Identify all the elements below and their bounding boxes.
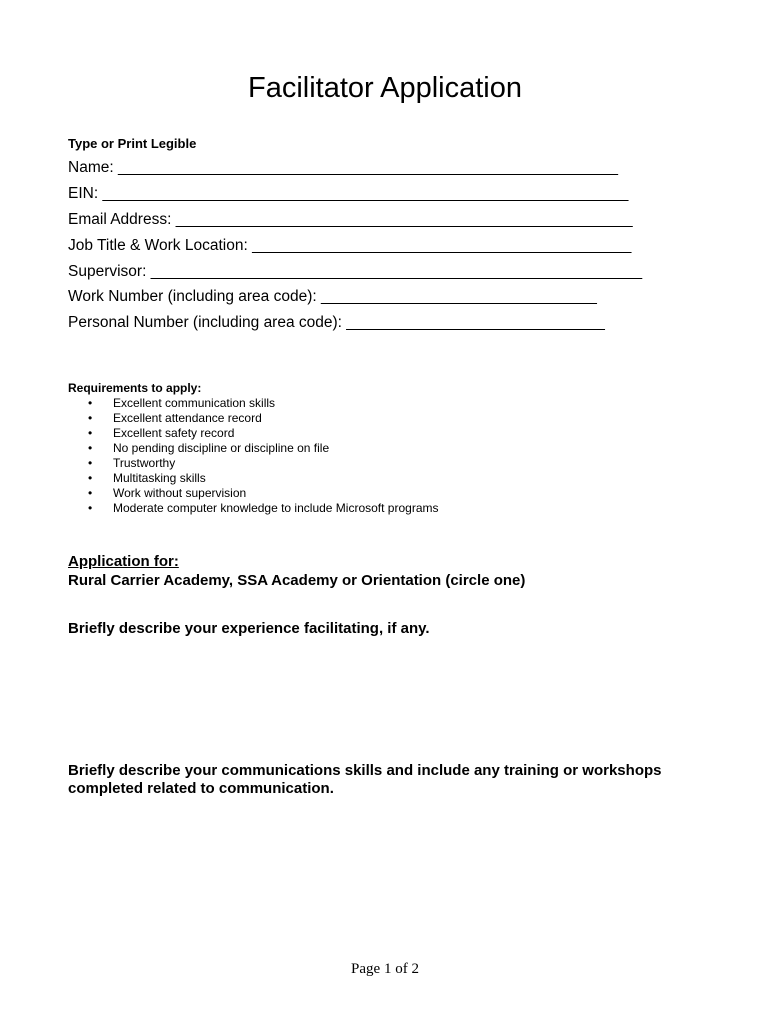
list-item: [68, 501, 439, 516]
job-title-field[interactable]: [68, 236, 631, 256]
requirements-list: [68, 396, 439, 516]
name-blank-line[interactable]: __________________________________________________________: [117, 159, 618, 176]
work-number-field[interactable]: [68, 287, 597, 307]
page-number: Page 1 of 2: [351, 961, 419, 977]
requirement-text: Excellent attendance record: [113, 411, 262, 425]
list-item: [68, 396, 439, 411]
supervisor-blank-line[interactable]: _________________________________________________________: [150, 263, 643, 280]
bullet-icon: •: [88, 501, 93, 515]
email-field[interactable]: [68, 210, 633, 230]
list-item: [68, 471, 439, 486]
work-number-label: Work Number (including area code):: [68, 288, 317, 305]
personal-number-label: Personal Number (including area code):: [68, 314, 342, 331]
ein-label: EIN:: [68, 185, 99, 202]
experience-question: Briefly describe your experience facilitating, if any.: [68, 620, 430, 637]
communication-question: Briefly describe your communications skills and include any training or workshops completed related to communication.: [68, 762, 662, 797]
name-label: Name:: [68, 159, 114, 176]
form-instruction: Type or Print Legible: [68, 136, 197, 151]
bullet-icon: •: [88, 471, 93, 485]
list-item: [68, 486, 439, 501]
bullet-icon: •: [88, 411, 93, 425]
bullet-icon: •: [88, 396, 93, 410]
requirement-text: No pending discipline or discipline on file: [113, 441, 330, 455]
bullet-icon: •: [88, 426, 93, 440]
bullet-icon: •: [88, 456, 93, 470]
ein-blank-line[interactable]: _____________________________________________________________: [102, 185, 629, 202]
name-field[interactable]: [68, 158, 618, 178]
work-number-blank-line[interactable]: ________________________________: [321, 288, 597, 305]
requirement-text: Work without supervision: [113, 486, 247, 500]
job-title-blank-line[interactable]: ____________________________________________: [252, 237, 632, 254]
requirement-text: Excellent safety record: [113, 426, 235, 440]
ein-field[interactable]: [68, 184, 628, 204]
supervisor-field[interactable]: [68, 262, 642, 282]
requirement-text: Moderate computer knowledge to include Microsoft programs: [113, 501, 439, 515]
list-item: [68, 411, 439, 426]
email-label: Email Address:: [68, 211, 172, 228]
application-for-heading: Application for:: [68, 553, 179, 570]
supervisor-label: Supervisor:: [68, 263, 147, 280]
personal-number-field[interactable]: [68, 313, 605, 333]
requirement-text: Multitasking skills: [113, 471, 206, 485]
application-options[interactable]: Rural Carrier Academy, SSA Academy or Orientation (circle one): [68, 572, 526, 589]
bullet-icon: •: [88, 486, 93, 500]
bullet-icon: •: [88, 441, 93, 455]
requirements-heading: Requirements to apply:: [68, 381, 202, 395]
application-for-section: [68, 552, 525, 590]
requirement-text: Trustworthy: [113, 456, 176, 470]
job-title-label: Job Title & Work Location:: [68, 237, 248, 254]
list-item: [68, 426, 439, 441]
list-item: [68, 441, 439, 456]
personal-number-blank-line[interactable]: ______________________________: [346, 314, 605, 331]
email-blank-line[interactable]: _____________________________________________________: [175, 211, 633, 228]
list-item: [68, 456, 439, 471]
page-title: Facilitator Application: [247, 72, 523, 104]
requirement-text: Excellent communication skills: [113, 396, 276, 410]
